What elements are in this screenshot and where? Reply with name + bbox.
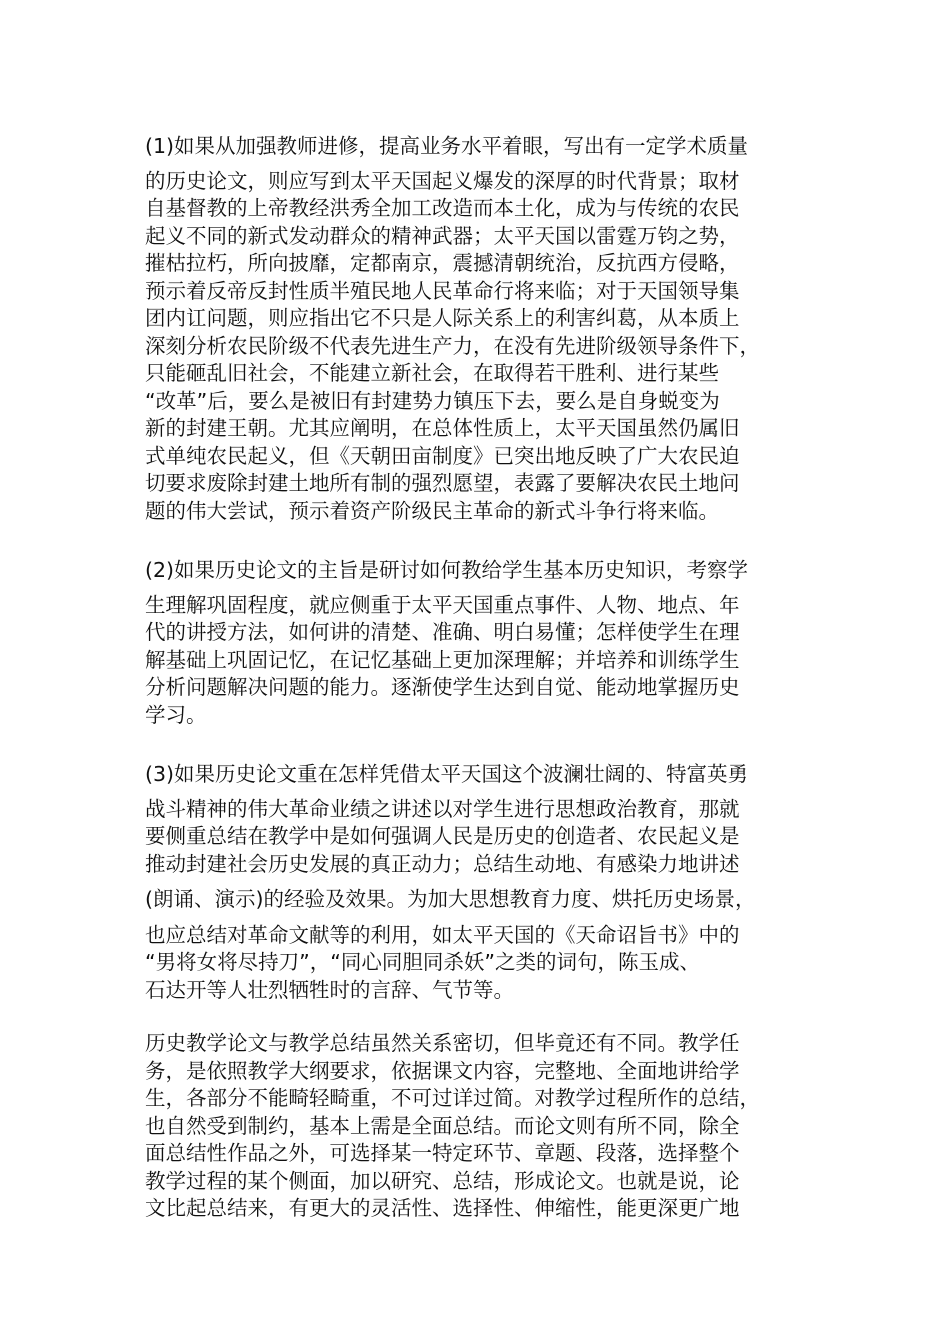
paragraph-line: 也应总结对革命文献等的利用，如太平天国的《天命诏旨书》中的 [145, 922, 740, 947]
paragraph-line: (2)如果历史论文的主旨是研讨如何教给学生基本历史知识，考察学 [145, 558, 749, 582]
paragraph-spacer [145, 729, 810, 761]
paragraph-line: (1)如果从加强教师进修，提高业务水平着眼，写出有一定学术质量 [145, 134, 749, 158]
paragraph-line: 深刻分析农民阶级不代表先进生产力，在没有先进阶级领导条件下， [145, 333, 760, 358]
paragraph-line: 要侧重总结在教学中是如何强调人民是历史的创造者、农民起义是 [145, 824, 740, 848]
paragraph-line: 石达开等人壮烈牺牲时的言辞、气节等。 [145, 977, 514, 1002]
paragraph-line: 教学过程的某个侧面，加以研究、总结，形成论文。也就是说，论 [145, 1168, 740, 1193]
paragraph-line: 起义不同的新式发动群众的精神武器；太平天国以雷霆万钧之势， [145, 223, 740, 248]
paragraph-line: 新的封建王朝。尤其应阐明，在总体性质上，太平天国虽然仍属旧 [145, 416, 740, 440]
paragraph-line: “改革”后，要么是被旧有封建势力镇压下去，要么是自身蜕变为 [145, 388, 720, 413]
paragraph-line: 学习。 [145, 702, 207, 727]
paragraph-line: 面总结性作品之外，可选择某一特定环节、章题、段落，选择整个 [145, 1141, 740, 1165]
paragraph-line: 代的讲授方法，如何讲的清楚、准确、明白易懂；怎样使学生在理 [145, 620, 740, 644]
paragraph-line: 式单纯农民起义，但《天朝田亩制度》已突出地反映了广大农民迫 [145, 443, 740, 468]
line-spacer [145, 878, 810, 886]
paragraph-line: 团内讧问题，则应指出它不只是人际关系上的利害纠葛，从本质上 [145, 306, 740, 330]
paragraph-spacer [145, 1004, 810, 1030]
paragraph-line: 务，是依照教学大纲要求，依据课文内容，完整地、全面地讲给学 [145, 1058, 740, 1083]
paragraph-2 [145, 557, 810, 729]
paragraph-line: 文比起总结来，有更大的灵活性、选择性、伸缩性，能更深更广地 [145, 1196, 740, 1220]
paragraph-spacer [145, 525, 810, 557]
paragraph-line: “男将女将尽持刀”，“同心同胆同杀妖”之类的词句，陈玉成、 [145, 950, 700, 974]
paragraph-line: 生，各部分不能畸轻畸重，不可过详过简。对教学过程所作的总结， [145, 1086, 760, 1110]
paragraph-line: 战斗精神的伟大革命业绩之讲述以对学生进行思想政治教育，那就 [145, 796, 740, 821]
paragraph-line: 切要求废除封建土地所有制的强烈愿望，表露了要解决农民土地问 [145, 471, 740, 495]
paragraph-line: 分析问题解决问题的能力。逐渐使学生达到自觉、能动地掌握历史 [145, 675, 740, 699]
paragraph-line: 只能砸乱旧社会，不能建立新社会，在取得若干胜利、进行某些 [145, 361, 719, 385]
paragraph-line: 推动封建社会历史发展的真正动力；总结生动地、有感染力地讲述 [145, 851, 740, 876]
paragraph-line: (朗诵、演示)的经验及效果。为加大思想教育力度、烘托历史场景， [145, 887, 756, 911]
paragraph-line: 历史教学论文与教学总结虽然关系密切，但毕竟还有不同。教学任 [145, 1031, 740, 1055]
paragraph-line: 也自然受到制约，基本上需是全面总结。而论文则有所不同，除全 [145, 1113, 740, 1138]
paragraph-3 [145, 761, 810, 1004]
document-page [145, 133, 810, 1223]
paragraph-line: 摧枯拉朽，所向披靡，定都南京，震撼清朝统治，反抗西方侵略， [145, 251, 740, 275]
paragraph-line: 解基础上巩固记忆，在记忆基础上更加深理解；并培养和训练学生 [145, 647, 740, 672]
paragraph-line: 的历史论文，则应写到太平天国起义爆发的深厚的时代背景；取材 [145, 168, 740, 193]
paragraph-1 [145, 133, 810, 525]
paragraph-line: (3)如果历史论文重在怎样凭借太平天国这个波澜壮阔的、特富英勇 [145, 762, 749, 786]
line-spacer [145, 914, 810, 922]
paragraph-line: 题的伟大尝试，预示着资产阶级民主革命的新式斗争行将来临。 [145, 498, 719, 523]
paragraph-4 [145, 1030, 810, 1223]
paragraph-line: 生理解巩固程度，就应侧重于太平天国重点事件、人物、地点、年 [145, 592, 740, 617]
paragraph-line: 自基督教的上帝教经洪秀全加工改造而本土化，成为与传统的农民 [145, 196, 740, 220]
paragraph-line: 预示着反帝反封性质半殖民地人民革命行将来临；对于天国领导集 [145, 278, 740, 303]
